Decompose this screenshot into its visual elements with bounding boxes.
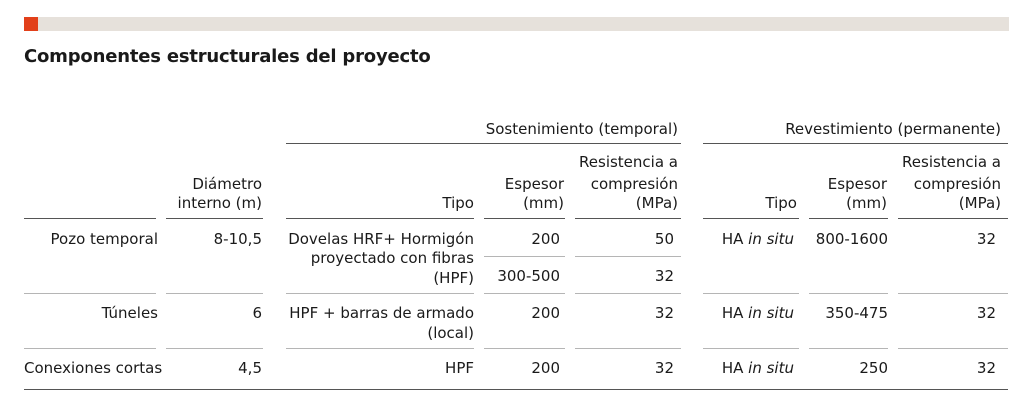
header-rule [575, 218, 681, 219]
col-header-resist-perm-3: (MPa) [958, 194, 1001, 212]
page-title: Componentes estructurales del proyecto [24, 46, 431, 67]
col-header-diametro-1: Diámetro [192, 175, 262, 193]
header-rule [286, 218, 474, 219]
row-rule [484, 293, 565, 294]
cell-tipo-temp: (HPF) [433, 269, 474, 287]
row-rule [809, 293, 888, 294]
cell-resist-perm: 32 [976, 230, 996, 248]
col-header-espesor-perm-1: Espesor [827, 175, 887, 193]
header-rule [809, 218, 888, 219]
table-bottom-rule [24, 389, 1008, 390]
row-name: Pozo temporal [50, 230, 158, 248]
group-rule-temporal [286, 143, 681, 144]
group-header-temporal: Sostenimiento (temporal) [485, 120, 678, 138]
row-rule [809, 348, 888, 349]
cell-resist-perm: 32 [976, 304, 996, 322]
cell-tipo-temp: (local) [427, 324, 474, 342]
cell-espesor-perm: 250 [859, 359, 888, 377]
col-header-espesor-temp-1: Espesor [504, 175, 564, 193]
cell-resist-temp: 50 [654, 230, 674, 248]
row-rule [703, 348, 799, 349]
row-rule [484, 348, 565, 349]
group-rule-permanent [703, 143, 1008, 144]
group-header-permanent: Revestimiento (permanente) [785, 120, 1001, 138]
cell-espesor-temp: 300-500 [497, 267, 560, 285]
header-rule [24, 218, 156, 219]
col-header-tipo-perm: Tipo [765, 194, 797, 212]
row-rule [286, 293, 474, 294]
cell-espesor-temp: 200 [531, 230, 560, 248]
header-rule [484, 218, 565, 219]
cell-espesor-perm: 350-475 [825, 304, 888, 322]
sub-row-rule [575, 256, 681, 257]
header-rule [703, 218, 799, 219]
col-header-tipo-temp: Tipo [442, 194, 474, 212]
row-rule [24, 293, 156, 294]
header-rule [898, 218, 1008, 219]
row-rule [898, 293, 1008, 294]
row-rule [703, 293, 799, 294]
cell-espesor-temp: 200 [531, 304, 560, 322]
row-rule [166, 348, 263, 349]
cell-espesor-perm: 800-1600 [815, 230, 888, 248]
col-header-resist-perm-1: Resistencia a [902, 153, 1001, 171]
cell-resist-temp: 32 [654, 267, 674, 285]
cell-resist-temp: 32 [654, 359, 674, 377]
cell-tipo-temp: HPF + barras de armado [289, 304, 474, 322]
top-rule-bar [24, 17, 1009, 31]
col-header-resist-temp-2: compresión [590, 175, 678, 193]
col-header-resist-temp-3: (MPa) [635, 194, 678, 212]
cell-tipo-temp: Dovelas HRF+ Hormigón [288, 230, 474, 248]
row-rule [575, 348, 681, 349]
cell-tipo-perm: HA in situ [721, 230, 794, 248]
cell-resist-temp: 32 [654, 304, 674, 322]
col-header-resist-temp-1: Resistencia a [579, 153, 678, 171]
cell-tipo-temp: proyectado con fibras [310, 249, 474, 267]
row-rule [898, 348, 1008, 349]
row-name: Conexiones cortas [24, 359, 163, 377]
col-header-resist-perm-2: compresión [913, 175, 1001, 193]
row-name: Túneles [101, 304, 158, 322]
cell-diametro: 6 [252, 304, 262, 322]
row-rule [286, 348, 474, 349]
cell-espesor-temp: 200 [531, 359, 560, 377]
col-header-diametro-2: interno (m) [177, 194, 262, 212]
cell-diametro: 4,5 [238, 359, 262, 377]
cell-tipo-perm: HA in situ [721, 304, 794, 322]
cell-tipo-perm: HA in situ [721, 359, 794, 377]
row-rule [575, 293, 681, 294]
row-rule [166, 293, 263, 294]
row-rule [24, 348, 156, 349]
cell-diametro: 8-10,5 [213, 230, 262, 248]
col-header-espesor-temp-2: (mm) [523, 194, 564, 212]
accent-square [24, 17, 38, 31]
header-rule [166, 218, 263, 219]
cell-tipo-temp: HPF [445, 359, 474, 377]
sub-row-rule [484, 256, 565, 257]
col-header-espesor-perm-2: (mm) [846, 194, 887, 212]
cell-resist-perm: 32 [976, 359, 996, 377]
